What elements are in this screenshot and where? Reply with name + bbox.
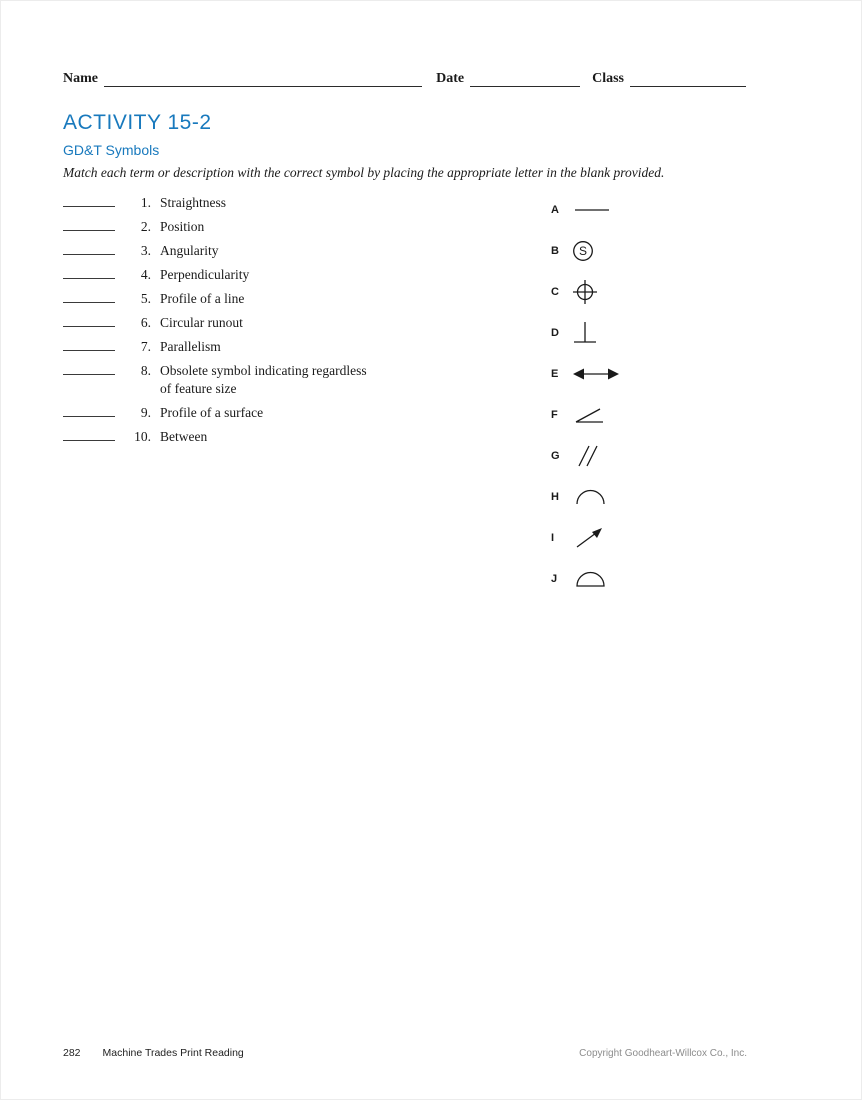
question-row bbox=[63, 241, 513, 260]
answer-blank-7[interactable] bbox=[63, 337, 115, 351]
question-number: 6. bbox=[140, 315, 151, 330]
symbol-row bbox=[551, 271, 641, 312]
perpendicularity-symbol-icon bbox=[571, 320, 617, 346]
circled-s-rfs-symbol-icon bbox=[571, 239, 617, 263]
activity-subtitle: GD&T Symbols bbox=[63, 142, 160, 158]
symbol-row bbox=[551, 394, 641, 435]
question-row bbox=[63, 361, 513, 398]
date-label: Date bbox=[436, 71, 465, 86]
symbol-letter: J bbox=[551, 572, 558, 585]
question-list bbox=[63, 193, 513, 451]
symbol-letter: I bbox=[551, 531, 555, 544]
symbol-row bbox=[551, 517, 641, 558]
question-text: Angularity bbox=[160, 243, 219, 258]
profile-of-a-surface-symbol-icon bbox=[571, 567, 617, 591]
symbol-letter: E bbox=[551, 367, 559, 380]
class-label: Class bbox=[592, 71, 624, 86]
header-fill-in-row bbox=[63, 71, 746, 87]
question-text: Profile of a line bbox=[160, 291, 245, 306]
symbol-letter: H bbox=[551, 490, 559, 503]
question-row bbox=[63, 217, 513, 236]
question-text-line1: Obsolete symbol indicating regardless bbox=[160, 363, 367, 378]
question-text: Position bbox=[160, 219, 205, 234]
question-number: 3. bbox=[140, 243, 151, 258]
symbol-row bbox=[551, 189, 641, 230]
book-title: Machine Trades Print Reading bbox=[102, 1047, 244, 1059]
answer-blank-4[interactable] bbox=[63, 265, 115, 279]
symbol-letter: F bbox=[551, 408, 558, 421]
question-number: 5. bbox=[140, 291, 151, 306]
symbol-letter: G bbox=[551, 449, 560, 462]
question-row bbox=[63, 337, 513, 356]
question-number: 8. bbox=[140, 363, 151, 378]
profile-of-a-line-symbol-icon bbox=[571, 485, 617, 509]
symbol-letter: C bbox=[551, 285, 559, 298]
question-row bbox=[63, 193, 513, 212]
question-number: 7. bbox=[140, 339, 151, 354]
svg-text:S: S bbox=[578, 243, 588, 258]
question-text: Straightness bbox=[160, 195, 226, 210]
instructions-text: Match each term or description with the correct symbol by placing the appropriate letter in the blank provided. bbox=[63, 165, 665, 180]
name-blank-line[interactable] bbox=[104, 71, 422, 87]
answer-blank-10[interactable] bbox=[63, 427, 115, 441]
symbol-letter: A bbox=[551, 203, 559, 216]
symbol-row bbox=[551, 558, 641, 599]
copyright-text: Copyright Goodheart-Willcox Co., Inc. bbox=[579, 1048, 747, 1059]
symbol-row bbox=[551, 230, 641, 271]
page-number: 282 bbox=[63, 1047, 81, 1059]
parallelism-symbol-icon bbox=[571, 443, 617, 469]
symbol-letter: B bbox=[551, 244, 559, 257]
question-text: Perpendicularity bbox=[160, 267, 250, 282]
question-row bbox=[63, 427, 513, 446]
question-row bbox=[63, 403, 513, 422]
question-text: Circular runout bbox=[160, 315, 243, 330]
question-text-line2: of feature size bbox=[160, 381, 237, 396]
answer-blank-3[interactable] bbox=[63, 241, 115, 255]
page-footer bbox=[63, 1047, 747, 1059]
answer-blank-9[interactable] bbox=[63, 403, 115, 417]
question-number: 9. bbox=[140, 405, 151, 420]
answer-blank-5[interactable] bbox=[63, 289, 115, 303]
symbol-answer-bank bbox=[551, 189, 641, 599]
question-number: 10. bbox=[134, 429, 151, 444]
name-label: Name bbox=[63, 71, 98, 86]
question-row bbox=[63, 313, 513, 332]
answer-blank-6[interactable] bbox=[63, 313, 115, 327]
date-blank-line[interactable] bbox=[470, 71, 580, 87]
circular-runout-symbol-icon bbox=[571, 525, 617, 551]
answer-blank-2[interactable] bbox=[63, 217, 115, 231]
question-row bbox=[63, 265, 513, 284]
symbol-row bbox=[551, 476, 641, 517]
answer-blank-8[interactable] bbox=[63, 361, 115, 375]
question-number: 4. bbox=[140, 267, 151, 282]
activity-title: ACTIVITY 15-2 bbox=[63, 111, 212, 134]
question-text bbox=[160, 362, 513, 398]
symbol-row bbox=[551, 312, 641, 353]
between-symbol-icon bbox=[571, 362, 621, 386]
question-number: 1. bbox=[140, 195, 151, 210]
symbol-row bbox=[551, 353, 641, 394]
question-text: Parallelism bbox=[160, 339, 221, 354]
answer-blank-1[interactable] bbox=[63, 193, 115, 207]
class-blank-line[interactable] bbox=[630, 71, 746, 87]
question-text: Between bbox=[160, 429, 208, 444]
question-row bbox=[63, 289, 513, 308]
symbol-row bbox=[551, 435, 641, 476]
angularity-symbol-icon bbox=[571, 403, 617, 427]
footer-left bbox=[63, 1047, 244, 1059]
question-number: 2. bbox=[140, 219, 151, 234]
position-symbol-icon bbox=[571, 279, 617, 305]
question-text: Profile of a surface bbox=[160, 405, 264, 420]
symbol-letter: D bbox=[551, 326, 559, 339]
straightness-symbol-icon bbox=[571, 198, 617, 222]
